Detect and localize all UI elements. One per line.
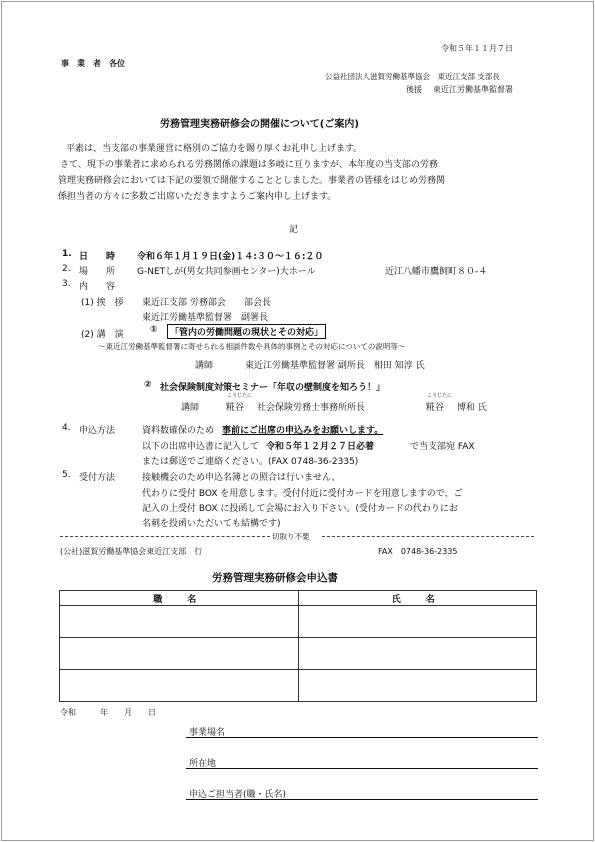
topic-2-title: 社会保険制度対策セミナー「年収の壁制度を知ろう！」	[160, 383, 386, 393]
recipient: 事 業 者 各位	[61, 59, 125, 68]
item-3-num: 3.	[62, 279, 71, 289]
col-name-header: 氏 名	[298, 591, 537, 606]
event-datetime: 令和６年１月１９日(金)１４:３０〜１６:２０	[137, 252, 324, 262]
intro-line-1: 平素は、当支部の事業運営に格別のご協力を賜り厚くお礼申し上げます。	[66, 144, 363, 154]
apply-deadline: 令和５年１２月２７日必着	[266, 442, 375, 452]
lecturer-2-label: 講師	[181, 403, 200, 413]
name-cell[interactable]	[298, 670, 537, 702]
sponsor: 東近江労働基準監督署	[433, 85, 513, 94]
sender-org: 公益社団法人滋賀労働基準協会 東近江支部 支部長	[325, 72, 500, 81]
form-title: 労務管理実務研修会申込書	[212, 572, 338, 584]
lecturer-2-office: 社会保険労務士事務所所長	[257, 403, 366, 413]
reception-line-1: 接触機会のため申込名簿との照合は行いません、	[142, 473, 341, 483]
topic-1-title: 「管内の労働問題の現状とその対応」	[167, 324, 326, 339]
topic-1-num: ①	[150, 325, 158, 335]
apply-line-1a: 資料数確保のため	[142, 426, 215, 436]
lecturer-2-ruby-1: こうじたに	[227, 393, 253, 399]
issue-date: 令和５年１１月７日	[441, 44, 513, 53]
lecturer-2-given-name: 博和 氏	[457, 403, 487, 413]
address-field[interactable]	[186, 768, 538, 769]
col-job-title-header: 職 名	[60, 591, 299, 606]
reception-line-3: 記入の上受付 BOX に投函して会場にお入り下さい。(受付カードの代わりにお	[142, 504, 458, 514]
name-cell[interactable]	[298, 638, 537, 670]
item-1-num: 1.	[62, 249, 72, 259]
name-cell[interactable]	[298, 606, 537, 638]
office-label: 事業場名	[189, 728, 226, 738]
reception-line-4: 名刺を投函いただいても結構です)	[142, 519, 281, 529]
address-label: 所在地	[189, 759, 217, 769]
item-3-label: 内 容	[79, 282, 116, 292]
contact-label: 申込ご担当者(職・氏名)	[189, 790, 287, 800]
intro-line-2: さて、現下の事業者に求められる労務関係の課題は多岐に亘りますが、本年度の当支部の労務	[60, 160, 438, 170]
item-1-label: 日 時	[79, 252, 116, 262]
item-5-label: 受付方法	[79, 473, 116, 483]
form-date: 令和 年 月 日	[60, 708, 156, 717]
topic-1-subtitle: 〜東近江労働基準監督署に寄せられる相談件数や具体的事例とその対応についての説明等〜	[98, 342, 406, 351]
apply-line-3: または郵送でご連絡ください。(FAX 0748-36-2335)	[142, 457, 359, 467]
sponsor-label: 後援	[406, 85, 422, 94]
greeting-label: (1) 挨 拶	[81, 298, 124, 308]
lecturer-2-office-name: 糀谷	[226, 403, 245, 413]
cut-line-left	[60, 536, 270, 537]
job-title-cell[interactable]	[60, 606, 299, 638]
form-fax: FAX 0748-36-2335	[378, 547, 458, 556]
item-4-num: 4.	[62, 423, 71, 433]
job-title-cell[interactable]	[60, 670, 299, 702]
form-recipient: (公社)滋賀労働基準協会東近江支部 行	[60, 547, 203, 556]
apply-line-2c: で当支部宛 FAX	[410, 442, 475, 452]
document-title: 労務管理実務研修会の開催について(ご案内)	[160, 119, 359, 130]
venue-address: 近江八幡市鷹飼町８０-４	[385, 267, 488, 277]
venue: G-NETしが(男女共同参画センター)大ホール	[137, 267, 316, 277]
office-field[interactable]	[186, 737, 538, 738]
cut-line-right	[322, 536, 534, 537]
item-2-num: 2.	[62, 264, 71, 274]
lecturer-1-label: 講師	[195, 361, 214, 371]
lecturer-1: 東近江労働基準監督署 副所長 相田 知淳 氏	[245, 361, 425, 371]
job-title-cell[interactable]	[60, 638, 299, 670]
greeting-line-1: 東近江支部 労務部会 部会長	[142, 298, 271, 308]
lecturer-2-ruby-2: こうじたに	[427, 393, 453, 399]
application-table	[59, 590, 537, 702]
apply-line-1b: 事前にご出席の申込みをお願いします。	[222, 426, 384, 436]
cut-line-label: 切取り不要	[272, 532, 310, 541]
item-4-label: 申込方法	[79, 426, 116, 436]
item-2-label: 場 所	[79, 267, 116, 277]
reception-line-2: 代わりに受付 BOX を用意します。受付付近に受付カードを用意しますので、ご	[142, 489, 463, 499]
contact-field[interactable]	[186, 799, 538, 800]
ki-mark: 記	[289, 225, 299, 235]
item-5-num: 5.	[62, 470, 71, 480]
lecture-label: (2) 講 演	[81, 330, 124, 340]
intro-line-3: 管理実務研修会においては下記の要領で開催することとしました。事業者の皆様をはじめ労務関	[58, 176, 446, 186]
lecturer-2-surname: 糀谷	[426, 403, 445, 413]
greeting-line-2: 東近江労働基準監督署 副署長	[142, 313, 269, 323]
intro-line-4: 係担当者の方々に多数ご出席いただきますようご案内申し上げます。	[58, 192, 337, 202]
apply-line-2a: 以下の出席申込書に記入して	[142, 442, 260, 452]
topic-2-num: ②	[144, 380, 152, 390]
